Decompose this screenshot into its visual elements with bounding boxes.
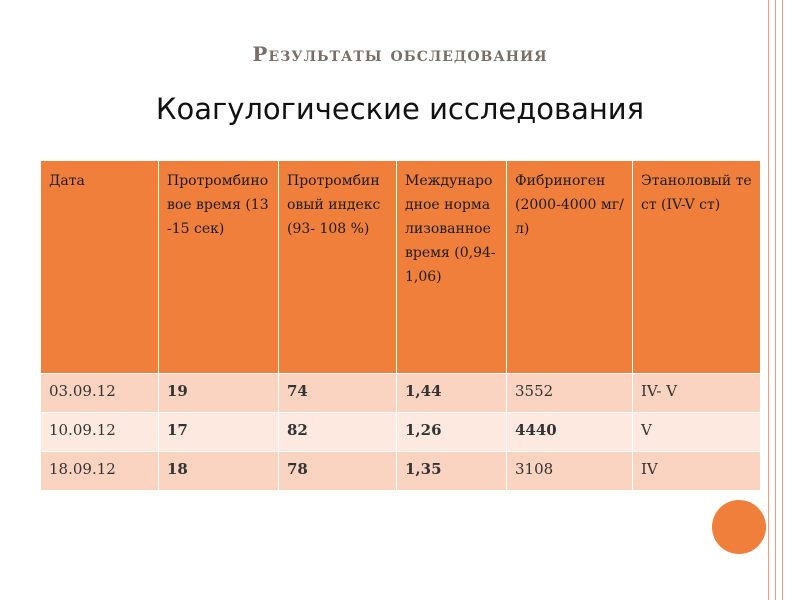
cell-ethanol-test: V <box>633 413 761 452</box>
cell-prothrombin-index: 78 <box>279 452 397 491</box>
results-table <box>40 160 761 491</box>
decorative-edge-line <box>782 0 783 600</box>
cell-prothrombin-index: 82 <box>279 413 397 452</box>
cell-fibrinogen: 3108 <box>507 452 633 491</box>
cell-inr: 1,35 <box>397 452 507 491</box>
decorative-circle <box>712 500 766 554</box>
decorative-edge-line <box>768 0 769 600</box>
cell-ethanol-test: IV <box>633 452 761 491</box>
slide-subtitle: Коагулогические исследования <box>155 92 645 126</box>
cell-inr: 1,44 <box>397 374 507 413</box>
cell-ethanol-test: IV- V <box>633 374 761 413</box>
table-row <box>41 452 761 491</box>
slide-title: Результаты обследования <box>252 42 548 66</box>
header-prothrombin-index: Протромбиновый индекс (93- 108 %) <box>279 161 397 374</box>
cell-date: 03.09.12 <box>41 374 159 413</box>
table-row <box>41 413 761 452</box>
header-prothrombin-time: Протромбиновое время (13-15 сек) <box>159 161 279 374</box>
decorative-edge-line <box>775 0 776 600</box>
header-inr: Международное нормализованное время (0,94-1,06) <box>397 161 507 374</box>
cell-date: 18.09.12 <box>41 452 159 491</box>
header-fibrinogen: Фибриноген (2000-4000 мг/л) <box>507 161 633 374</box>
cell-inr: 1,26 <box>397 413 507 452</box>
cell-prothrombin-time: 18 <box>159 452 279 491</box>
header-ethanol-test: Этаноловый тест (IV-V ст) <box>633 161 761 374</box>
cell-fibrinogen: 3552 <box>507 374 633 413</box>
table-header-row <box>41 161 761 374</box>
cell-prothrombin-time: 17 <box>159 413 279 452</box>
table-row <box>41 374 761 413</box>
cell-fibrinogen: 4440 <box>507 413 633 452</box>
cell-prothrombin-time: 19 <box>159 374 279 413</box>
cell-prothrombin-index: 74 <box>279 374 397 413</box>
cell-date: 10.09.12 <box>41 413 159 452</box>
header-date: Дата <box>41 161 159 374</box>
